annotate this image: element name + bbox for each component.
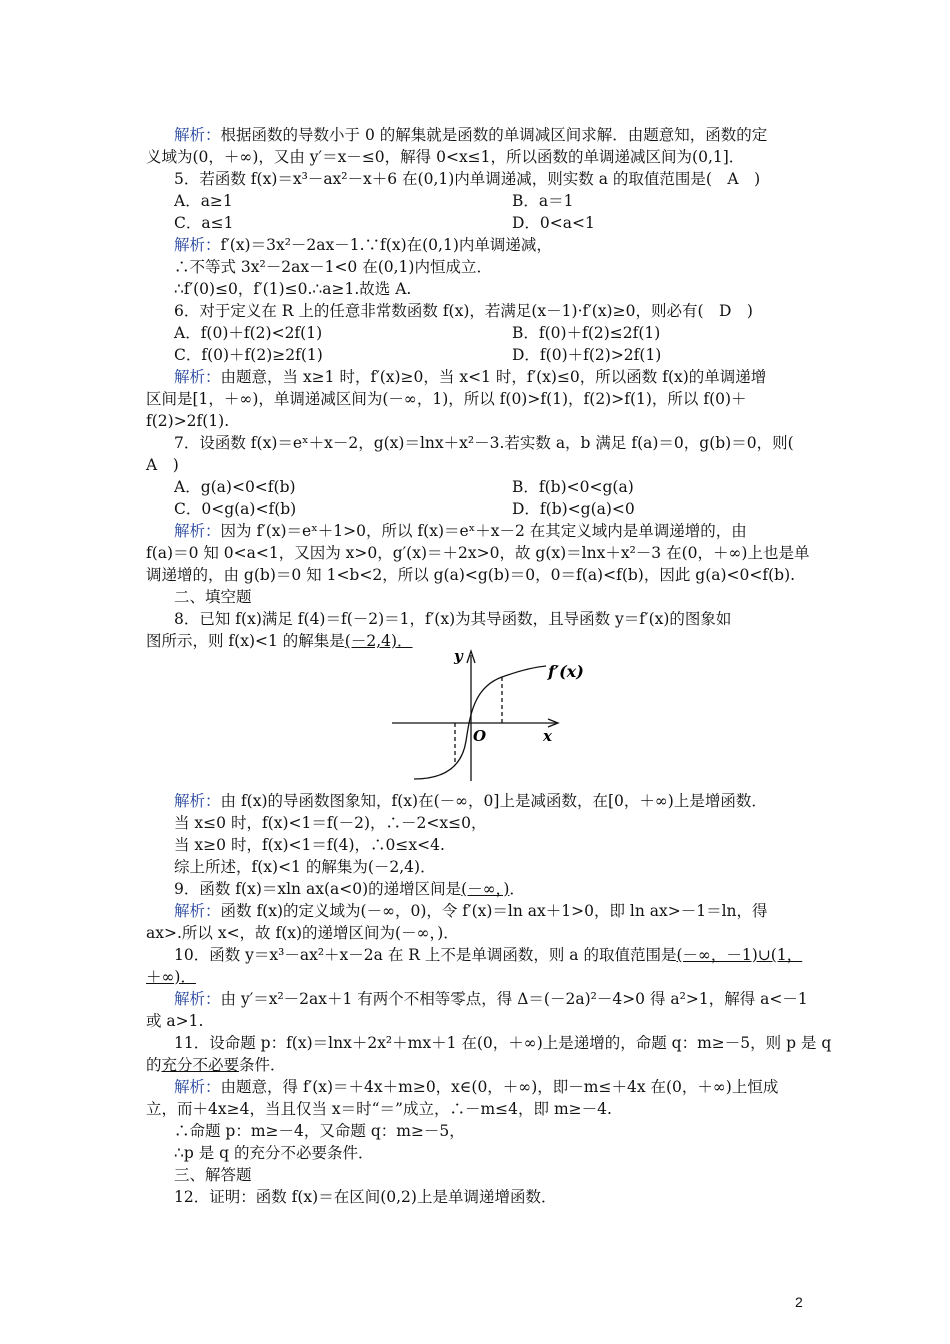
text-line: 解析：f′(x)＝3x²－2ax－1.∵f(x)在(0,1)内单调递减，: [174, 236, 552, 254]
answer-blank: 充分不必要: [161, 1056, 240, 1074]
choice-row: C．a≤1 D．0<a<1: [174, 214, 595, 232]
question-11: 11．设命题 p：f(x)＝lnx＋2x²＋mx＋1 在(0，＋∞)上是递增的，命题 q：m≥－5，则 p 是 q: [174, 1034, 832, 1052]
text-line: ax>.所以 x<，故 f(x)的递增区间为(－∞，)．: [146, 924, 459, 942]
choice-row: A．g(a)<0<f(b) B．f(b)<0<g(a): [174, 478, 634, 496]
derivative-graph: [384, 645, 594, 785]
text-line: 综上所述，f(x)<1 的解集为(－2,4)．: [174, 858, 436, 876]
text-line: 区间是[1，＋∞)，单调递减区间为(－∞，1)，所以 f(0)>f(1)，f(2)>f(1)，所以 f(0)＋: [146, 390, 747, 408]
text-line: 解析：由题意，得 f′(x)＝＋4x＋m≥0，x∈(0，＋∞)，即－m≤＋4x 在(0，＋∞)上恒成: [174, 1078, 779, 1096]
text-line: 义域为(0，＋∞)，又由 y′＝x－≤0，解得 0<x≤1，所以函数的单调递减区间为(0,1]．: [146, 148, 745, 166]
text-line: 立，而＋4x≥4，当且仅当 x＝时“＝”成立，∴－m≤4，即 m≥－4.: [146, 1100, 612, 1118]
choice-row: C．0<g(a)<f(b) D．f(b)<g(a)<0: [174, 500, 635, 518]
y-axis-label: y: [454, 647, 463, 665]
choice-row: C．f(0)＋f(2)≥2f(1) D．f(0)＋f(2)>2f(1): [174, 346, 662, 364]
page-number: 2: [795, 1294, 803, 1310]
text-line: 解析：因为 f′(x)＝eˣ＋1>0，所以 f(x)＝eˣ＋x－2 在其定义域内是单调递增的，由: [174, 522, 747, 540]
curve-label: f′(x): [548, 662, 584, 681]
answer-blank: (－∞，): [461, 880, 510, 898]
answer-blank: ＋∞)．: [146, 968, 196, 986]
text-line: f(2)>2f(1).: [146, 412, 230, 430]
section-heading: 三、解答题: [174, 1166, 252, 1184]
choice-row: A．f(0)＋f(2)<2f(1) B．f(0)＋f(2)≤2f(1): [174, 324, 661, 342]
text-line: 调递增的，由 g(b)＝0 知 1<b<2，所以 g(a)<g(b)＝0，0＝f(a)<f(b)，因此 g(a)<0<f(b).: [146, 566, 796, 584]
text-line: 解析：根据函数的导数小于 0 的解集就是函数的单调减区间求解．由题意知，函数的定: [174, 126, 768, 144]
text-line: 解析：由 y′＝x²－2ax＋1 有两个不相等零点，得 Δ＝(－2a)²－4>0 得 a²>1，解得 a<－1: [174, 990, 808, 1008]
question-6: 6．对于定义在 R 上的任意非常数函数 f(x)，若满足(x－1)·f′(x)≥0，则必有( D ): [174, 302, 753, 320]
answer-blank: (－2,4)．: [344, 632, 413, 650]
question-12: 12．证明：函数 f(x)＝在区间(0,2)上是单调递增函数．: [174, 1188, 557, 1206]
question-9: 9．函数 f(x)＝xln ax(a<0)的递增区间是(－∞，)．: [174, 880, 525, 898]
text-line: 图所示，则 f(x)<1 的解集是(－2,4)．: [146, 632, 413, 650]
text-line: ∴不等式 3x²－2ax－1<0 在(0,1)内恒成立．: [174, 258, 492, 276]
text-line: ∴命题 p：m≥－4，又命题 q：m≥－5，: [174, 1122, 465, 1140]
text-line: ∴f′(0)≤0，f′(1)≤0.∴a≥1.故选 A.: [174, 280, 412, 298]
text-line: 当 x≤0 时，f(x)<1＝f(－2)，∴－2<x≤0，: [174, 814, 487, 832]
text-line: 解析：函数 f(x)的定义域为(－∞，0)，令 f′(x)＝ln ax＋1>0，即 ln ax>－1＝ln，得: [174, 902, 768, 920]
question-7: 7．设函数 f(x)＝eˣ＋x－2，g(x)＝lnx＋x²－3.若实数 a，b 满足 f(a)＝0，g(b)＝0，则(: [174, 434, 794, 452]
text-line: 解析：由 f(x)的导函数图象知，f(x)在(－∞，0]上是减函数，在[0，＋∞)上是增函数．: [174, 792, 767, 810]
text-line: 当 x≥0 时，f(x)<1＝f(4)，∴0≤x<4.: [174, 836, 445, 854]
choice-row: A．a≥1 B．a＝1: [174, 192, 574, 210]
text-line: ∴p 是 q 的充分不必要条件．: [174, 1144, 374, 1162]
text-line: 解析：由题意，当 x≥1 时，f′(x)≥0，当 x<1 时，f′(x)≤0，所以函数 f(x)的单调递增: [174, 368, 767, 386]
origin-label: O: [473, 727, 487, 745]
text-line: 的充分不必要条件．: [146, 1056, 286, 1074]
question-8: 8．已知 f(x)满足 f(4)＝f(－2)＝1，f′(x)为其导函数，且导函数 y＝f′(x)的图象如: [174, 610, 732, 628]
text-line: 或 a>1.: [146, 1012, 204, 1030]
text-line: f(a)＝0 知 0<a<1，又因为 x>0，g′(x)＝＋2x>0，故 g(x)＝lnx＋x²－3 在(0，＋∞)上也是单: [146, 544, 810, 562]
x-axis-label: x: [543, 727, 552, 745]
text-line: [0, 966, 950, 988]
answer-blank: (－∞，－1)∪(1，: [676, 946, 803, 964]
text-line: A ): [146, 456, 179, 474]
section-heading: 二、填空题: [174, 588, 252, 606]
question-5: 5．若函数 f(x)＝x³－ax²－x＋6 在(0,1)内单调递减，则实数 a 的取值范围是( A ): [174, 170, 761, 188]
question-10: 10．函数 y＝x³－ax²＋x－2a 在 R 上不是单调函数，则 a 的取值范围是(－∞，－1)∪(1，: [174, 946, 803, 964]
